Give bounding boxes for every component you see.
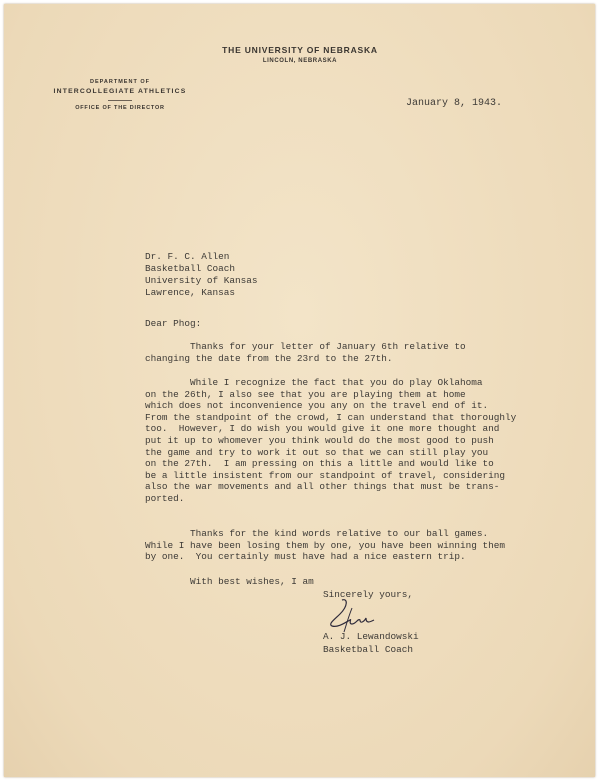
recipient-line: Lawrence, Kansas: [145, 287, 236, 298]
body-line: put it up to whomever you think would do the most good to push: [145, 434, 494, 446]
recipient-line: University of Kansas: [145, 275, 258, 286]
paragraph-3: [145, 528, 505, 563]
body-line: Thanks for your letter of January 6th relative to: [145, 341, 466, 352]
body-line: too. However, I do wish you would give it one more thought and: [145, 423, 500, 435]
body-line: Thanks for the kind words relative to our ball games.: [145, 528, 489, 539]
signer-name: A. J. Lewandowski: [323, 631, 419, 642]
closing-wish: With best wishes, I am: [145, 576, 314, 587]
body-line: From the standpoint of the crowd, I can understand that thoroughly: [145, 411, 517, 423]
body-line: on the 26th, I also see that you are playing them at home: [145, 388, 466, 400]
letterhead-location: LINCOLN, NEBRASKA: [262, 58, 338, 64]
department-line2: INTERCOLLEGIATE ATHLETICS: [53, 88, 187, 95]
letter-date: January 8, 1943.: [406, 98, 503, 109]
paragraph-2: [145, 377, 516, 505]
paragraph-1: [145, 341, 466, 364]
body-line: be a little insistent from our standpoint of travel, considering: [145, 469, 506, 481]
body-line: by one. You certainly must have had a nice eastern trip.: [145, 551, 466, 563]
body-line: ported.: [145, 492, 185, 504]
office-line: OFFICE OF THE DIRECTOR: [75, 105, 165, 111]
body-line: which does not inconvenience you any on the travel end of it.: [145, 400, 489, 412]
body-line: While I have been losing them by one, you have been winning them: [145, 539, 506, 551]
body-line: While I recognize the fact that you do play Oklahoma: [145, 377, 483, 388]
body-line: on the 27th. I am pressing on this a little and would like to: [145, 458, 494, 470]
letterhead-rule: [108, 100, 132, 101]
body-line: also the war movements and all other things that must be trans-: [145, 481, 500, 493]
handwritten-signature: [318, 596, 378, 636]
salutation: Dear Phog:: [145, 318, 202, 329]
recipient-line: Dr. F. C. Allen: [145, 251, 230, 262]
closing: Sincerely yours,: [323, 589, 414, 600]
body-line: the game and try to work it out so that we can still play you: [145, 446, 489, 458]
recipient-line: Basketball Coach: [145, 263, 236, 274]
signer-title: Basketball Coach: [323, 644, 414, 655]
department-line1: DEPARTMENT OF: [90, 79, 150, 85]
letterhead-institution: THE UNIVERSITY OF NEBRASKA: [222, 45, 378, 55]
body-line: changing the date from the 23rd to the 27th.: [145, 352, 393, 364]
